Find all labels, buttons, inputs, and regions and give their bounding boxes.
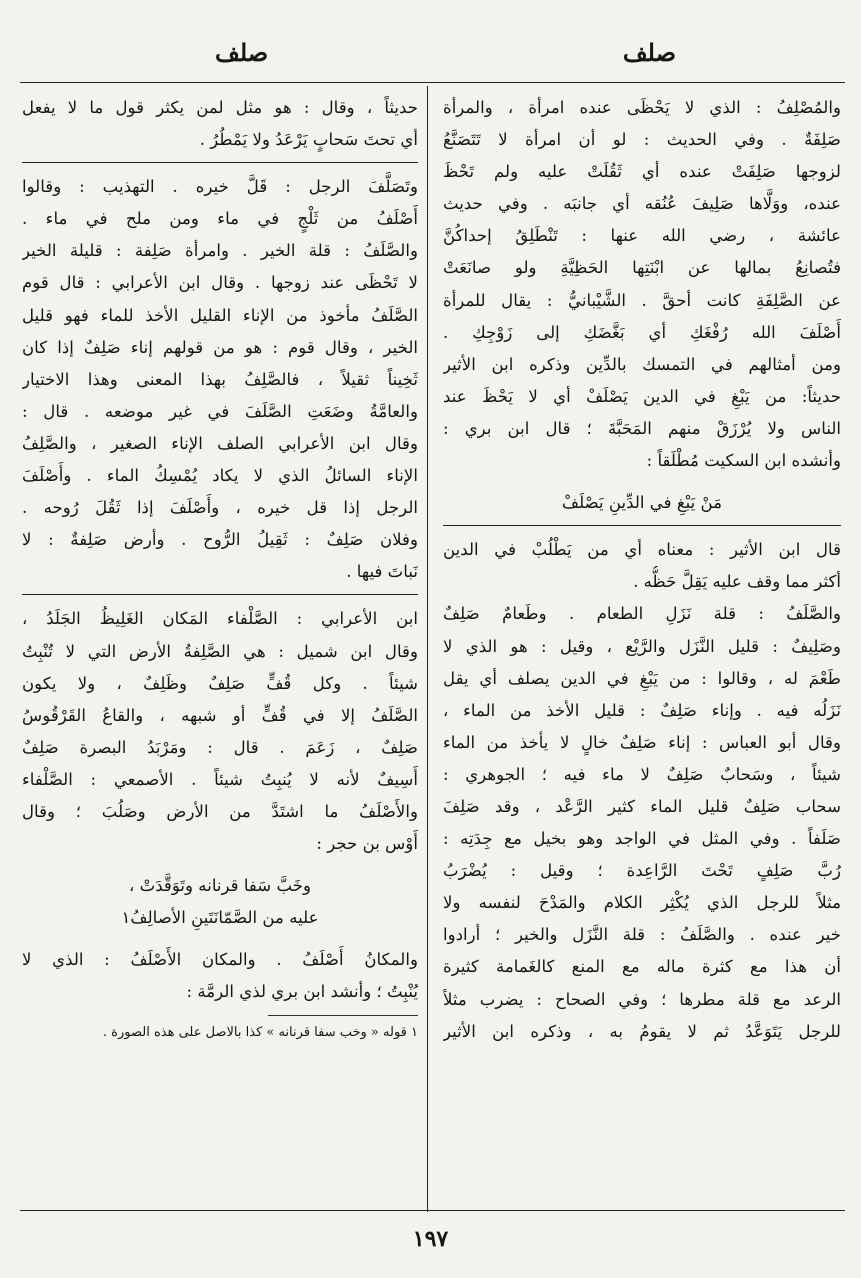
- text-line: والمُصْلِفُ : الذي لا يَحْظَى عنده امرأة ، والمرأة: [443, 98, 841, 117]
- paragraph: [22, 944, 418, 1008]
- text-line: صَلَفاً . وفي المثل في الواجد وهو بخيل مع جِدَتِه :: [443, 829, 841, 849]
- header-title-right: صلف: [622, 38, 676, 67]
- text-line: صَلِفَةٌ . وفي الحديث : لو أن امرأة لا تَتَصَنَّعُ: [443, 130, 841, 150]
- text-line: أَصْلَفَ الله رُفْغَكِ أي بَغَّضَكِ إلى زَوْجِكِ .: [443, 322, 841, 342]
- text-line: الرجل إذا قل خيره ، وأَصْلَفَ إذا ثَقُلَ رُوحه .: [22, 498, 418, 518]
- verse-line: مَنْ يَبْغِ في الدِّينِ يَصْلَفْ: [561, 493, 723, 513]
- paragraph: [443, 92, 841, 477]
- text-line: عن الصَّلِفَةِ كانت أحقَّ . الشَّيْبانيُّ : يقال للمرأة: [443, 290, 841, 310]
- text-line: لزوجها صَلِفَتْ عنده أي ثَقُلَتْ عليه ولم تَحْظَ: [443, 162, 841, 182]
- text-line: والأَصْلَفُ ما اشتَدَّ من الأرض وصَلُبَ ؛ وقال: [22, 801, 418, 821]
- text-line: الصَّلَفُ مأخوذ من الإناء القليل الأخذ للماء فهو قليل: [22, 305, 418, 325]
- text-line: حديثاً ، وقال : هو مثل لمن يكثر قول ما لا يفعل: [22, 98, 418, 117]
- top-rule: [20, 82, 845, 83]
- text-line: وقال ابن الأعرابي الصلف الإناء الصغير ، والصَّلِفُ: [22, 433, 418, 453]
- text-line: أَوْس بن حجر :: [316, 834, 418, 854]
- text-line: مثلاً للرجل الذي يُكْثِر الكلام والمَدْحَ لنفسه ولا: [443, 893, 841, 913]
- text-line: فتُصانِعُ بمالها عن ابْنَتِها الحَظِيَّةِ ولو صانَعَتْ: [443, 258, 841, 278]
- paragraph: [22, 171, 418, 588]
- text-line: أن هذا مع كثرة ماله مع المنع كالغَمامة كثيرة: [443, 957, 841, 977]
- text-line: والصَّلَفُ : قلة الخير . وامرأة صَلِفة : قليلة الخير: [22, 241, 418, 261]
- text-line: والصَّلَفُ : قلة نَزَلِ الطعام . وطَعامٌ صَلِفٌ: [443, 604, 841, 624]
- text-line: وأنشده ابن السكيت مُطْلَقاً :: [646, 451, 841, 471]
- paragraph: [443, 534, 841, 1048]
- text-line: قال ابن الأثير : معناه أي من يَطْلُبْ في الدين: [443, 540, 841, 560]
- right-column: [443, 92, 841, 1048]
- footnote: ١ قوله « وخب سفا قرنانه » كذا بالاصل على هذه الصورة .: [102, 1024, 418, 1040]
- page-number: ١٩٧: [412, 1226, 449, 1252]
- text-line: الخير ، وقال قوم : هو من قولهم إناء صَلِفٌ إذا كان: [22, 337, 418, 357]
- text-line: خير عنده . والصَّلَفُ : قلة النَّزَل والخير ؛ أرادوا: [443, 925, 841, 945]
- text-line: أَسِيفٌ لأنه لا يُنبِتُ شيئاً . الأصمعي : الصَّلْفاء: [22, 769, 418, 789]
- left-column: [22, 92, 418, 1044]
- verse-line: عليه من الصَّمّانَتَينِ الأصالِفُ١: [121, 908, 319, 928]
- text-line: عنده، ووَلَّاها صَلِيفَ عُنُقه أي جانبَه . وفي حديث: [443, 194, 841, 214]
- verse-line: وخَبَّ سَفا قرنانه وتَوَقَّدَتْ ،: [128, 876, 312, 896]
- text-line: للرجل يَتَوَعَّدُ ثم لا يقومُ به ، وذكره ابن الأثير: [443, 1021, 841, 1041]
- text-line: طَعْمَ له ، وقالوا : من يَبْغِ في الدين يصلف أي يقل: [443, 668, 841, 688]
- text-line: شيئاً ، وسَحابٌ صَلِفٌ لا ماء فيه ؛ الجوهري :: [443, 764, 841, 784]
- text-line: الإناء السائلُ الذي لا يكاد يُمْسِكُ الماء . وأَصْلَفَ: [22, 466, 418, 486]
- header-title-left: صلف: [215, 38, 269, 67]
- footnote-rule: [268, 1015, 418, 1016]
- text-line: الرعد مع قلة مطرها ؛ وفي الصحاح : يضرب مثلاً: [443, 989, 841, 1009]
- text-line: أكثر مما وقف عليه يَقِلَّ حَظُّه .: [633, 572, 841, 592]
- text-line: الصَّلَفُ إلا في قُفٍّ أو شبهه ، والقاعُ القَرْقُوسُ: [22, 705, 418, 725]
- text-line: ثَخِيناً ثقيلاً ، فالصَّلِفُ بهذا المعنى وهذا الاختيار: [22, 369, 418, 389]
- section-rule: [22, 594, 418, 595]
- text-line: رُبَّ صَلِفٍ تَحْتَ الرَّاعِدة ؛ وقيل : يُضْرَبُ: [443, 861, 841, 881]
- paragraph: [22, 92, 418, 156]
- text-line: أي تحتَ سَحابٍ يَرْعَدُ ولا يَمْطُرُ .: [199, 130, 418, 150]
- text-line: صَلِفٌ ، زَعَمَ . قال : ومَرْبَدُ البصرة صَلِفٌ: [22, 737, 418, 757]
- text-line: نَزَلُه فيه . وإناء صَلِفٌ : قليل الأخذ من الماء ،: [443, 700, 841, 720]
- text-line: والمكانُ أَصْلَفُ . والمكان الأَصْلَفُ : الذي لا: [22, 950, 418, 970]
- text-line: الناس ولا يُرْزَقْ منهم المَحَبَّةَ ؛ قال ابن بري :: [443, 418, 841, 438]
- text-line: لا تَحْظَى عند زوجها . وقال ابن الأعرابي : قال قوم: [22, 273, 418, 293]
- text-line: وفلان صَلِفٌ : ثَقِيلُ الرُّوح . وأرض صَلِفةٌ : لا: [22, 530, 418, 550]
- text-line: والعامَّةُ وضَعَتِ الصَّلَفَ في غير موضعه . قال :: [22, 401, 418, 421]
- bottom-rule: [20, 1210, 845, 1211]
- text-line: نَباتَ فيها .: [346, 562, 418, 582]
- column-divider: [427, 86, 428, 1212]
- section-rule: [22, 162, 418, 163]
- section-rule: [443, 525, 841, 526]
- text-line: يُنْبِتُ ؛ وأنشد ابن بري لذي الرمَّة :: [186, 982, 418, 1002]
- text-line: حديثاً: من يَبْغِ في الدين يَصْلَفْ أي لا يَحْظَ عند: [443, 386, 841, 406]
- text-line: وتَصَلَّفَ الرجل : قَلَّ خيره . التهذيب : وقالوا: [22, 177, 418, 197]
- text-line: أَصْلَفُ من ثَلْجٍ في ماء ومن ملح في ماء .: [22, 209, 418, 229]
- text-line: شيئاً . وكل قُفٍّ صَلِفٌ وظَلِفٌ ، ولا يكون: [22, 673, 418, 693]
- text-line: وصَلِيفٌ : قليل النَّزَل والرَّيْع ، وقيل : هو الذي لا: [443, 636, 841, 656]
- paragraph: [22, 603, 418, 860]
- text-line: سحاب صَلِفٌ قليل الماء كثير الرَّعْد ، وقد صَلِفَ: [443, 796, 841, 816]
- text-line: ابن الأعرابي : الصَّلْفاء المَكان الغَلِيظُ الجَلَدُ ،: [22, 609, 418, 629]
- text-line: ومن أمثالهم في التمسك بالدِّين وذكره ابن الأثير: [443, 354, 841, 374]
- text-line: عائشة ، رضي الله عنها : تَنْطَلِقُ إحداكُنَّ: [443, 226, 841, 246]
- text-line: وقال ابن شميل : هي الصَّلِفةُ الأرض التي لا تُنْبِتُ: [22, 641, 418, 661]
- text-line: وقال أبو العباس : إناء صَلِفٌ خالٍ لا يأخذ من الماء: [443, 732, 841, 752]
